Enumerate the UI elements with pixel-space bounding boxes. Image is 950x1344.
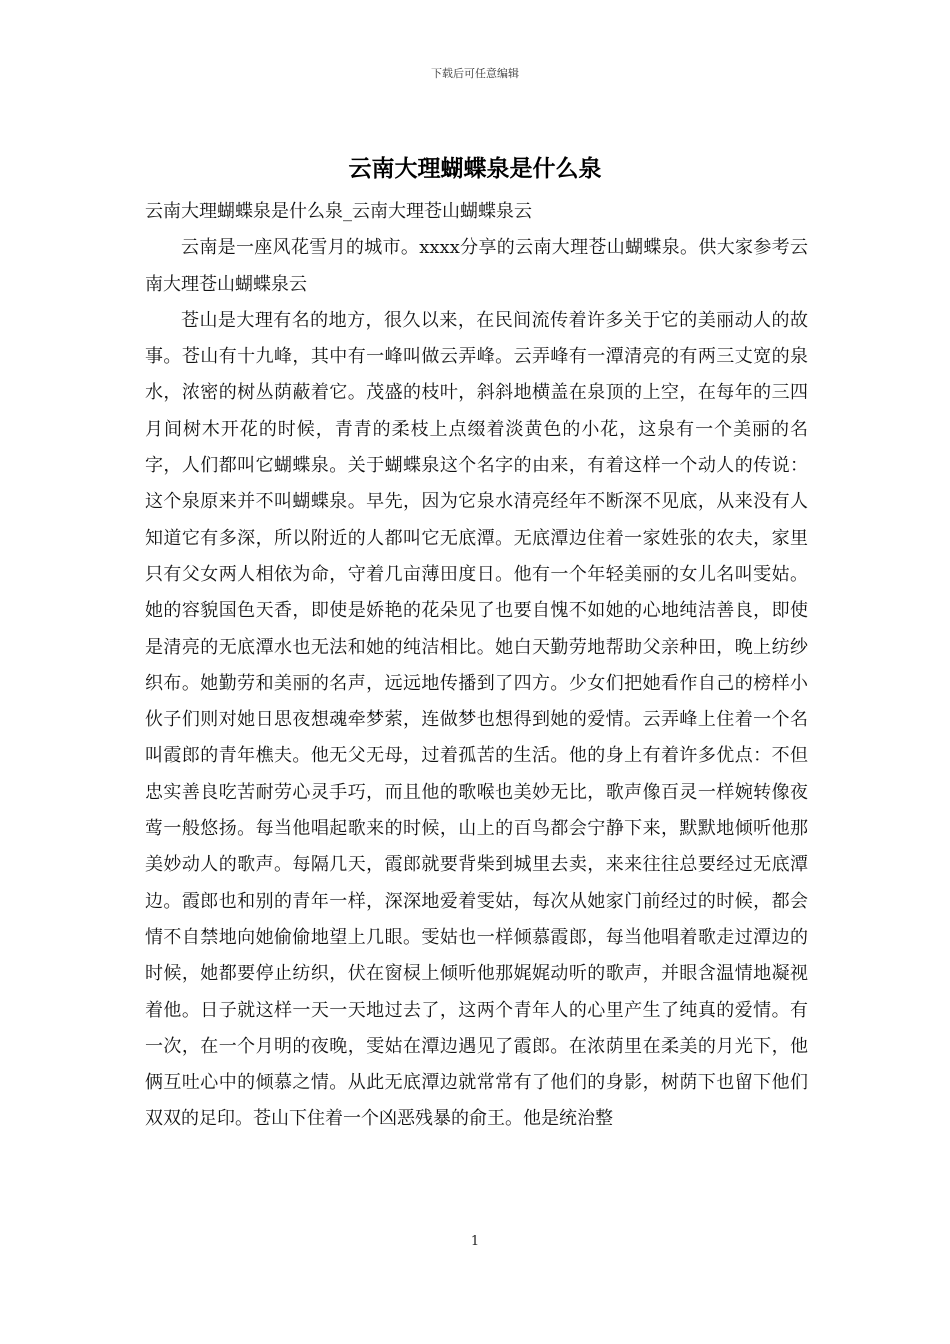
paragraph-story: 苍山是大理有名的地方，很久以来，在民间流传着许多关于它的美丽动人的故事。苍山有十九峰，其中有一峰叫做云弄峰。云弄峰有一潭清亮的有两三丈宽的泉水，浓密的树丛荫蔽着它。茂盛的枝叶，斜斜地横盖在泉顶的上空，在每年的三四月间树木开花的时候，青青的柔枝上点缀着淡黄色的小花，这泉有一个美丽的名字，人们都叫它蝴蝶泉。关于蝴蝶泉这个名字的由来，有着这样一个动人的传说：这个泉原来并不叫蝴蝶泉。早先，因为它泉水清亮经年不断深不见底，从来没有人知道它有多深，所以附近的人都叫它无底潭。无底潭边住着一家姓张的农夫，家里只有父女两人相依为命，守着几亩薄田度日。他有一个年轻美丽的女儿名叫雯姑。她的容貌国色天香，即使是娇艳的花朵见了也要自愧不如她的心地纯洁善良，即使是清亮的无底潭水也无法和她的纯洁相比。她白天勤劳地帮助父亲种田，晚上纺纱织布。她勤劳和美丽的名声，远远地传播到了四方。少女们把她看作自己的榜样小伙子们则对她日思夜想魂牵梦萦，连做梦也想得到她的爱情。云弄峰上住着一个名叫霞郎的青年樵夫。他无父无母，过着孤苦的生活。他的身上有着许多优点：不但忠实善良吃苦耐劳心灵手巧，而且他的歌喉也美妙无比，歌声像百灵一样婉转像夜莺一般悠扬。每当他唱起歌来的时候，山上的百鸟都会宁静下来，默默地倾听他那美妙动人的歌声。每隔几天，霞郎就要背柴到城里去卖，来来往往总要经过无底潭边。霞郎也和别的青年一样，深深地爱着雯姑，每次从她家门前经过的时候，都会情不自禁地向她偷偷地望上几眼。雯姑也一样倾慕霞郎，每当他唱着歌走过潭边的时候，她都要停止纺织，伏在窗棂上倾听他那娓娓动听的歌声，并眼含温情地凝视着他。日子就这样一天一天地过去了，这两个青年人的心里产生了纯真的爱情。有一次，在一个月明的夜晚，雯姑在潭边遇见了霞郎。在浓荫里在柔美的月光下，他俩互吐心中的倾慕之情。从此无底潭边就常常有了他们的身影，树荫下也留下他们双双的足印。苍山下住着一个凶恶残暴的俞王。他是统治整 — [145, 309, 808, 1130]
paragraph-intro: 云南是一座风花雪月的城市。xxxx分享的云南大理苍山蝴蝶泉。供大家参考云南大理苍山蝴蝶泉云 — [145, 237, 808, 295]
page-header: 下载后可任意编辑 — [431, 67, 519, 80]
page-number: 1 — [470, 1234, 480, 1249]
document-body — [145, 194, 808, 1138]
document-title: 云南大理蝴蝶泉是什么泉 — [348, 155, 602, 182]
document-subtitle: 云南大理蝴蝶泉是什么泉_云南大理苍山蝴蝶泉云 — [145, 201, 532, 222]
